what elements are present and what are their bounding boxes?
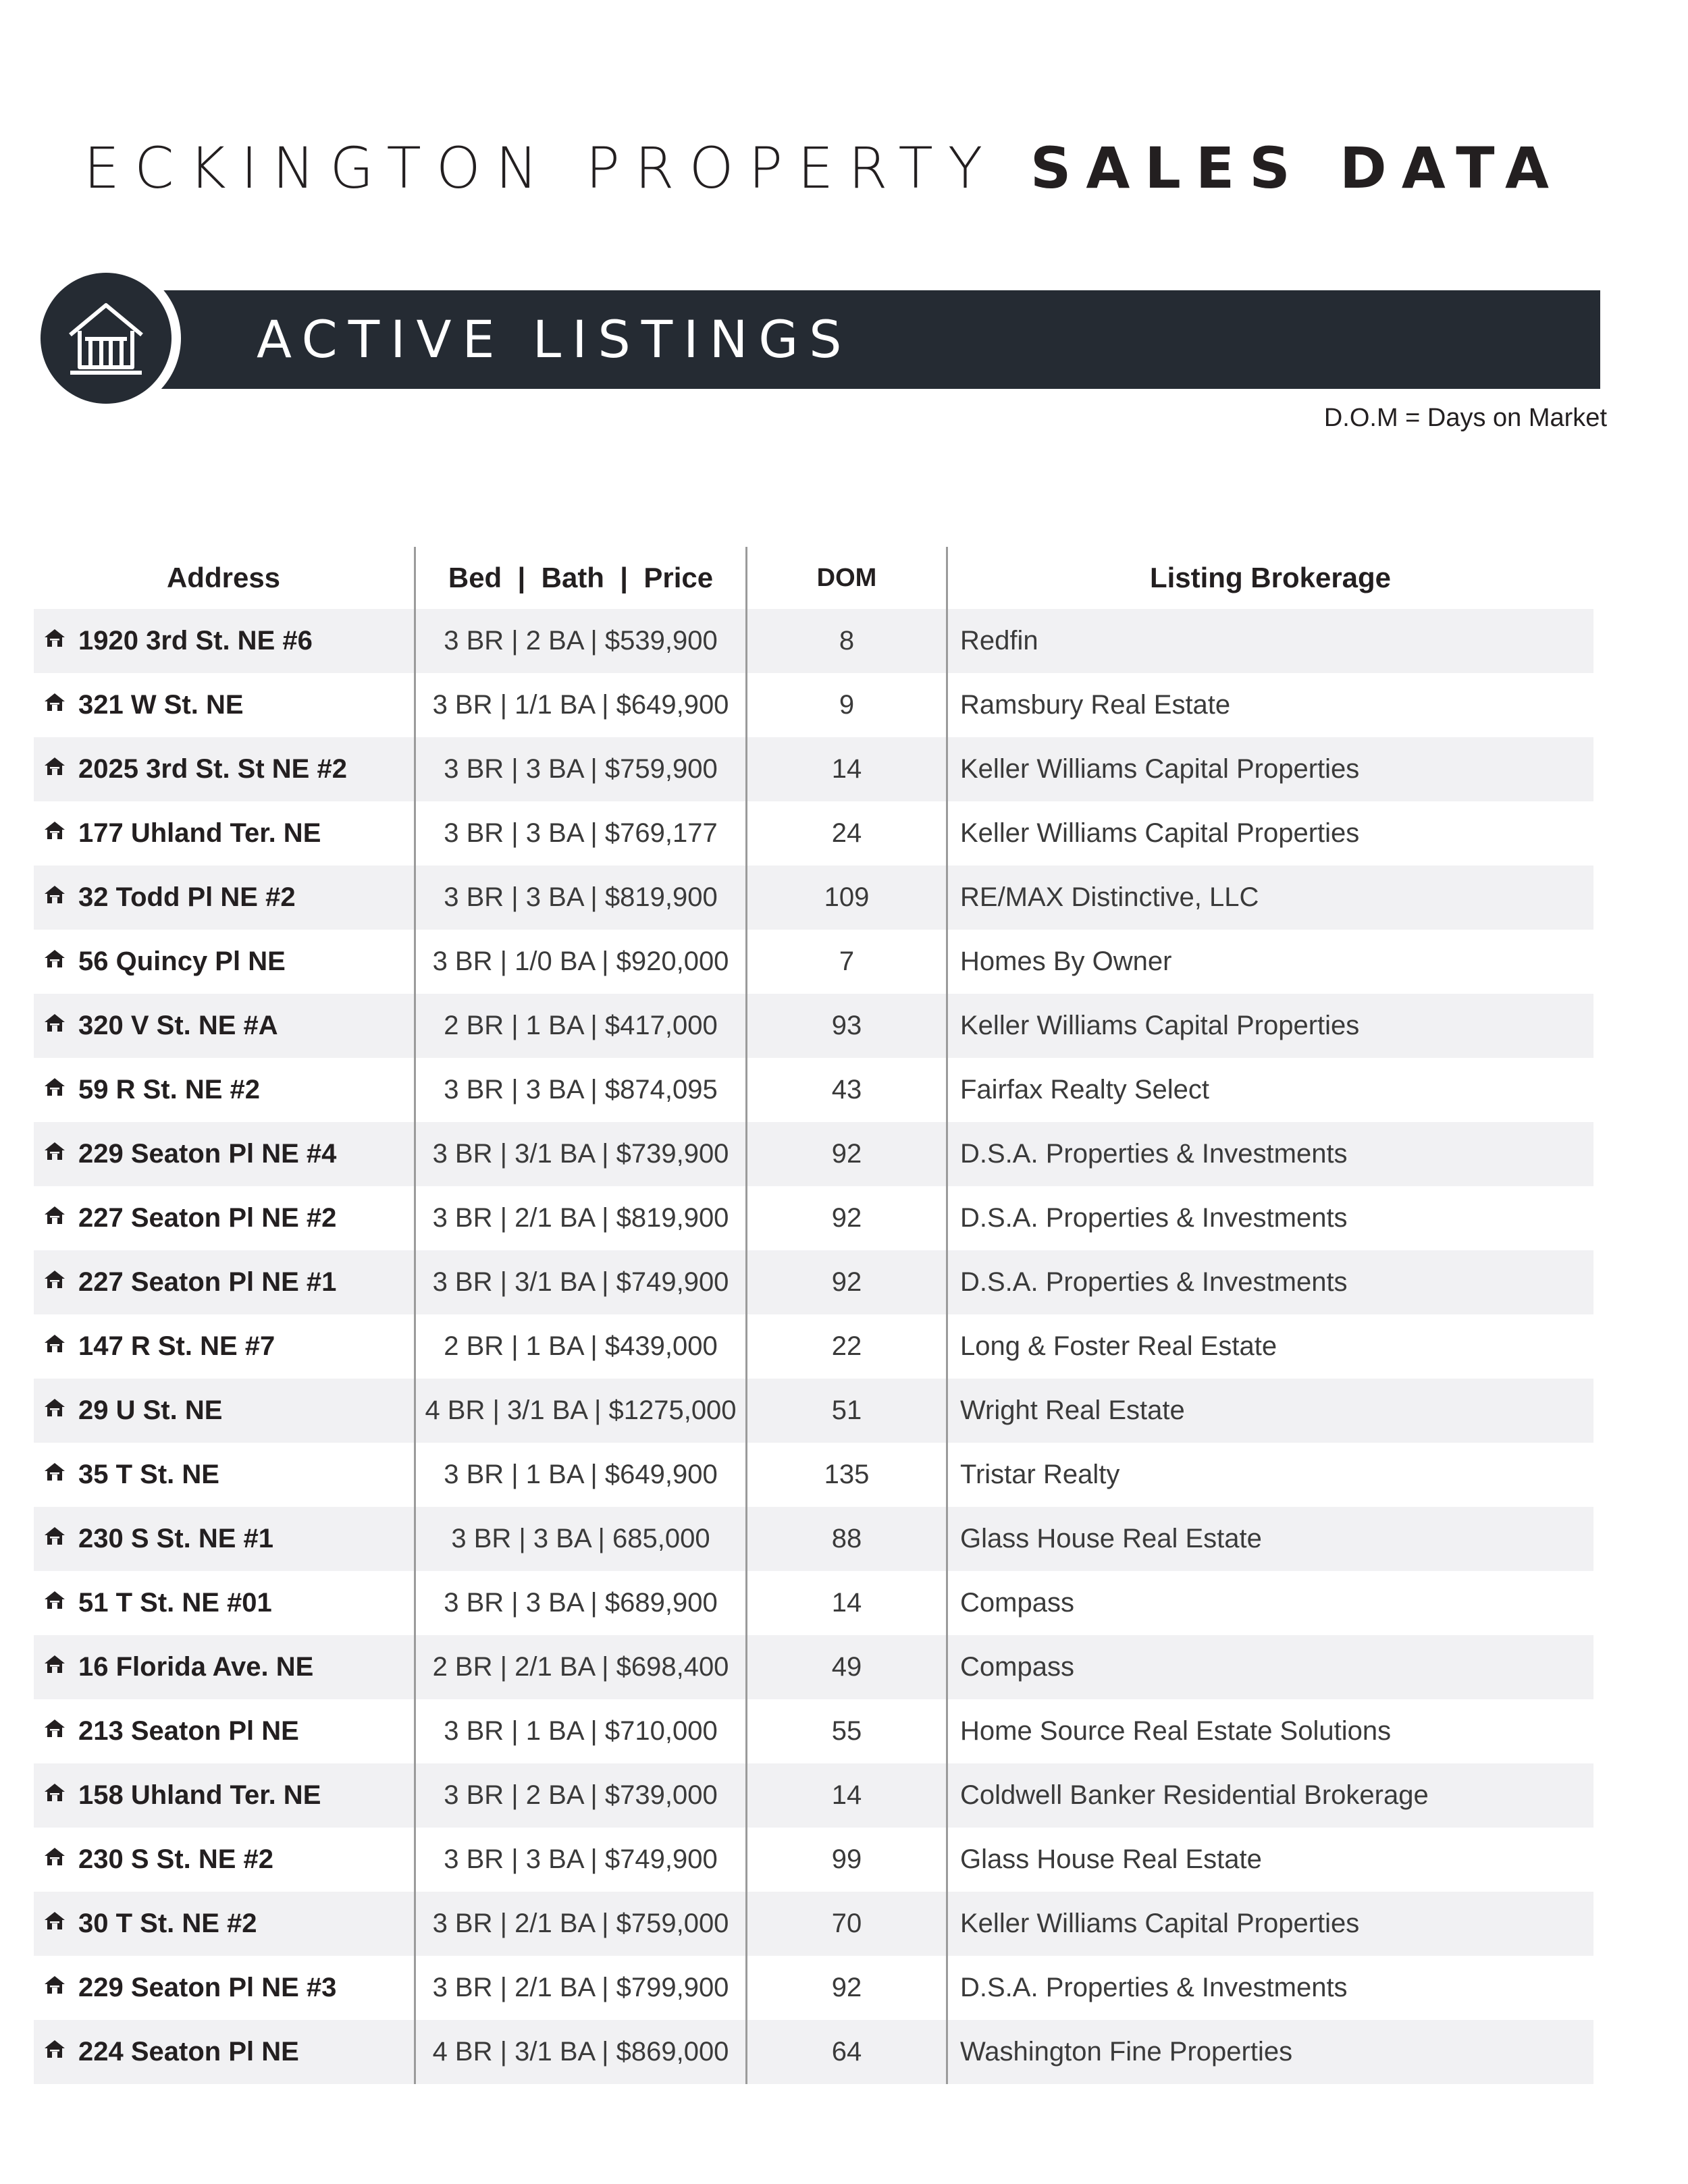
- home-icon: [43, 1073, 66, 1104]
- address-text: 177 Uhland Ter. NE: [78, 818, 321, 848]
- dom-cell: 14: [747, 737, 947, 801]
- address-cell: [34, 1699, 415, 1763]
- column-header-brokerage: Listing Brokerage: [947, 547, 1594, 609]
- home-icon: [43, 1907, 66, 1938]
- dom-cell: 135: [747, 1443, 947, 1507]
- address-cell: [34, 1956, 415, 2020]
- spec-cell: 3 BR | 3 BA | $874,095: [415, 1058, 747, 1122]
- dom-cell: 92: [747, 1250, 947, 1314]
- address-cell: [34, 609, 415, 673]
- home-icon: [43, 1522, 66, 1553]
- dom-cell: 92: [747, 1122, 947, 1186]
- address-cell: [34, 930, 415, 994]
- home-icon: [43, 753, 66, 783]
- spec-cell: 3 BR | 2/1 BA | $819,900: [415, 1186, 747, 1250]
- address-text: 213 Seaton Pl NE: [78, 1716, 299, 1746]
- table-row: [34, 1507, 1593, 1571]
- spec-cell: 4 BR | 3/1 BA | $1275,000: [415, 1379, 747, 1443]
- dom-cell: 55: [747, 1699, 947, 1763]
- table-row: [34, 1956, 1593, 2020]
- table-row: [34, 737, 1593, 801]
- address-cell: [34, 1571, 415, 1635]
- brokerage-cell: Glass House Real Estate: [947, 1828, 1594, 1892]
- spec-cell: 3 BR | 1 BA | $649,900: [415, 1443, 747, 1507]
- address-text: 158 Uhland Ter. NE: [78, 1780, 321, 1810]
- house-icon: [65, 297, 147, 379]
- table-row: [34, 1250, 1593, 1314]
- address-cell: [34, 1828, 415, 1892]
- spec-cell: 3 BR | 3 BA | $769,177: [415, 801, 747, 865]
- address-text: 30 T St. NE #2: [78, 1909, 257, 1938]
- brokerage-cell: D.S.A. Properties & Investments: [947, 1956, 1594, 2020]
- home-icon: [43, 945, 66, 976]
- table-header-row: [34, 547, 1593, 609]
- address-cell: [34, 1122, 415, 1186]
- address-text: 229 Seaton Pl NE #4: [78, 1139, 337, 1169]
- brokerage-cell: RE/MAX Distinctive, LLC: [947, 865, 1594, 930]
- column-header-address: Address: [166, 562, 281, 593]
- home-icon: [43, 1394, 66, 1424]
- spec-cell: 3 BR | 1 BA | $710,000: [415, 1699, 747, 1763]
- spec-cell: 3 BR | 1/0 BA | $920,000: [415, 930, 747, 994]
- brokerage-cell: Redfin: [947, 609, 1594, 673]
- brokerage-cell: Wright Real Estate: [947, 1379, 1594, 1443]
- brokerage-cell: D.S.A. Properties & Investments: [947, 1250, 1594, 1314]
- address-cell: [34, 1763, 415, 1828]
- dom-cell: 9: [747, 673, 947, 737]
- column-header-dom: DOM: [747, 547, 947, 609]
- table-row: [34, 1828, 1593, 1892]
- spec-cell: 3 BR | 3 BA | 685,000: [415, 1507, 747, 1571]
- spec-cell: 3 BR | 2 BA | $739,000: [415, 1763, 747, 1828]
- spec-cell: 3 BR | 2/1 BA | $799,900: [415, 1956, 747, 2020]
- section-badge: [31, 263, 181, 413]
- dom-cell: 49: [747, 1635, 947, 1699]
- brokerage-cell: Keller Williams Capital Properties: [947, 1892, 1594, 1956]
- address-text: 51 T St. NE #01: [78, 1588, 272, 1618]
- table-row: [34, 1058, 1593, 1122]
- brokerage-cell: Keller Williams Capital Properties: [947, 994, 1594, 1058]
- address-text: 59 R St. NE #2: [78, 1075, 261, 1104]
- table-row: [34, 2020, 1593, 2084]
- address-cell: [34, 1635, 415, 1699]
- address-cell: [34, 2020, 415, 2084]
- home-icon: [43, 1202, 66, 1232]
- address-text: 147 R St. NE #7: [78, 1331, 275, 1361]
- address-cell: [34, 1443, 415, 1507]
- spec-cell: 3 BR | 3 BA | $689,900: [415, 1571, 747, 1635]
- brokerage-cell: Keller Williams Capital Properties: [947, 737, 1594, 801]
- spec-cell: 2 BR | 2/1 BA | $698,400: [415, 1635, 747, 1699]
- table-row: [34, 673, 1593, 737]
- spec-cell: 3 BR | 1/1 BA | $649,900: [415, 673, 747, 737]
- page-title-bold: SALES DATA: [1030, 135, 1564, 201]
- address-cell: [34, 1507, 415, 1571]
- address-text: 321 W St. NE: [78, 690, 244, 720]
- dom-cell: 70: [747, 1892, 947, 1956]
- dom-cell: 64: [747, 2020, 947, 2084]
- brokerage-cell: Coldwell Banker Residential Brokerage: [947, 1763, 1594, 1828]
- home-icon: [43, 689, 66, 719]
- table-row: [34, 1122, 1593, 1186]
- spec-cell: 2 BR | 1 BA | $439,000: [415, 1314, 747, 1379]
- home-icon: [43, 881, 66, 911]
- spec-cell: 3 BR | 3/1 BA | $739,900: [415, 1122, 747, 1186]
- address-cell: [34, 865, 415, 930]
- dom-cell: 7: [747, 930, 947, 994]
- table-row: [34, 801, 1593, 865]
- dom-note: D.O.M = Days on Market: [1323, 404, 1607, 432]
- home-icon: [43, 817, 66, 847]
- listings-table: [34, 547, 1593, 2084]
- brokerage-cell: D.S.A. Properties & Investments: [947, 1186, 1594, 1250]
- table-row: [34, 1571, 1593, 1635]
- address-cell: [34, 1892, 415, 1956]
- brokerage-cell: Keller Williams Capital Properties: [947, 801, 1594, 865]
- page-title: [0, 135, 1647, 201]
- dom-cell: 99: [747, 1828, 947, 1892]
- table-row: [34, 994, 1593, 1058]
- home-icon: [43, 1330, 66, 1360]
- brokerage-cell: Fairfax Realty Select: [947, 1058, 1594, 1122]
- dom-cell: 109: [747, 865, 947, 930]
- home-icon: [43, 1715, 66, 1745]
- table-row: [34, 1186, 1593, 1250]
- home-icon: [43, 2035, 66, 2066]
- table-row: [34, 1635, 1593, 1699]
- address-text: 227 Seaton Pl NE #2: [78, 1203, 337, 1233]
- spec-cell: 3 BR | 2 BA | $539,900: [415, 609, 747, 673]
- address-text: 229 Seaton Pl NE #3: [78, 1973, 337, 2002]
- brokerage-cell: Compass: [947, 1571, 1594, 1635]
- dom-cell: 88: [747, 1507, 947, 1571]
- address-text: 35 T St. NE: [78, 1460, 219, 1489]
- table-row: [34, 1314, 1593, 1379]
- table-row: [34, 609, 1593, 673]
- address-cell: [34, 1186, 415, 1250]
- brokerage-cell: Homes By Owner: [947, 930, 1594, 994]
- address-cell: [34, 994, 415, 1058]
- home-icon: [43, 1779, 66, 1809]
- table-row: [34, 865, 1593, 930]
- home-icon: [43, 1971, 66, 2002]
- address-cell: [34, 1314, 415, 1379]
- brokerage-cell: Long & Foster Real Estate: [947, 1314, 1594, 1379]
- spec-cell: 3 BR | 3 BA | $819,900: [415, 865, 747, 930]
- dom-cell: 93: [747, 994, 947, 1058]
- address-cell: [34, 1379, 415, 1443]
- spec-cell: 3 BR | 3/1 BA | $749,900: [415, 1250, 747, 1314]
- home-icon: [43, 1138, 66, 1168]
- address-text: 16 Florida Ave. NE: [78, 1652, 314, 1682]
- home-icon: [43, 1843, 66, 1873]
- dom-cell: 14: [747, 1571, 947, 1635]
- dom-cell: 8: [747, 609, 947, 673]
- address-text: 1920 3rd St. NE #6: [78, 626, 313, 656]
- section-title: ACTIVE LISTINGS: [257, 309, 853, 369]
- home-icon: [43, 624, 66, 655]
- dom-cell: 51: [747, 1379, 947, 1443]
- brokerage-cell: Home Source Real Estate Solutions: [947, 1699, 1594, 1763]
- dom-cell: 22: [747, 1314, 947, 1379]
- address-text: 224 Seaton Pl NE: [78, 2037, 299, 2067]
- address-text: 230 S St. NE #1: [78, 1524, 274, 1553]
- table-row: [34, 1699, 1593, 1763]
- brokerage-cell: D.S.A. Properties & Investments: [947, 1122, 1594, 1186]
- brokerage-cell: Tristar Realty: [947, 1443, 1594, 1507]
- dom-cell: 14: [747, 1763, 947, 1828]
- address-text: 230 S St. NE #2: [78, 1844, 274, 1874]
- address-text: 227 Seaton Pl NE #1: [78, 1267, 337, 1297]
- column-header-bed-bath-price: Bed | Bath | Price: [415, 547, 747, 609]
- dom-cell: 43: [747, 1058, 947, 1122]
- brokerage-cell: Glass House Real Estate: [947, 1507, 1594, 1571]
- table-row: [34, 1443, 1593, 1507]
- home-icon: [43, 1009, 66, 1040]
- address-text: 32 Todd Pl NE #2: [78, 882, 296, 912]
- table-row: [34, 930, 1593, 994]
- brokerage-cell: Compass: [947, 1635, 1594, 1699]
- spec-cell: 3 BR | 3 BA | $749,900: [415, 1828, 747, 1892]
- address-cell: [34, 801, 415, 865]
- address-cell: [34, 1250, 415, 1314]
- dom-cell: 24: [747, 801, 947, 865]
- table-row: [34, 1763, 1593, 1828]
- home-icon: [43, 1651, 66, 1681]
- home-icon: [43, 1266, 66, 1296]
- home-icon: [43, 1458, 66, 1489]
- spec-cell: 3 BR | 3 BA | $759,900: [415, 737, 747, 801]
- address-text: 56 Quincy Pl NE: [78, 947, 286, 976]
- table-row: [34, 1379, 1593, 1443]
- dom-cell: 92: [747, 1956, 947, 2020]
- brokerage-cell: Ramsbury Real Estate: [947, 673, 1594, 737]
- address-text: 2025 3rd St. St NE #2: [78, 754, 347, 784]
- dom-cell: 92: [747, 1186, 947, 1250]
- home-icon: [43, 1587, 66, 1617]
- page-title-light: ECKINGTON PROPERTY: [83, 135, 998, 201]
- address-text: 320 V St. NE #A: [78, 1011, 278, 1040]
- brokerage-cell: Washington Fine Properties: [947, 2020, 1594, 2084]
- spec-cell: 4 BR | 3/1 BA | $869,000: [415, 2020, 747, 2084]
- address-text: 29 U St. NE: [78, 1395, 223, 1425]
- spec-cell: 2 BR | 1 BA | $417,000: [415, 994, 747, 1058]
- spec-cell: 3 BR | 2/1 BA | $759,000: [415, 1892, 747, 1956]
- table-row: [34, 1892, 1593, 1956]
- address-cell: [34, 737, 415, 801]
- address-cell: [34, 1058, 415, 1122]
- address-cell: [34, 673, 415, 737]
